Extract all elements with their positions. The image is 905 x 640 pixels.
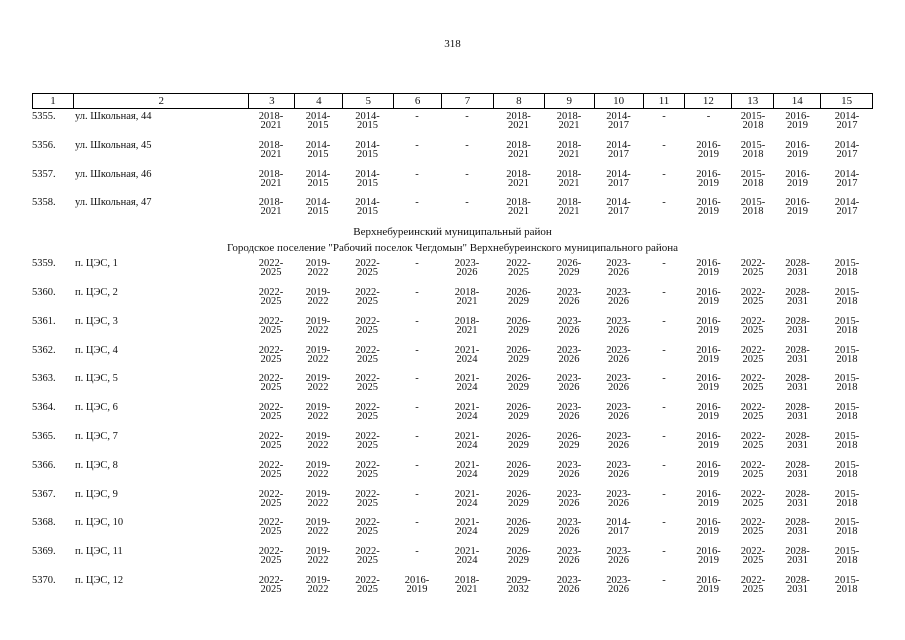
header-cell: 13 [731,94,773,108]
cell-period: 2022- 2025 [258,517,284,538]
header-cell: 5 [342,94,393,108]
cell-dash: - [662,517,666,529]
cell-period: 2016- 2019 [785,197,810,218]
row-address: п. ЦЭС, 9 [75,488,118,500]
cell-period: 2015- 2018 [834,574,860,595]
settlement-title: Городское поселение "Рабочий поселок Чегдомын" Верхнебуреинского муниципального района [226,242,679,255]
table-row [32,167,873,196]
cell-dash: - [465,111,469,122]
cell-period: 2023- 2026 [606,546,631,567]
cell-period: 2019- 2022 [305,373,331,394]
cell-period: 2018- 2021 [506,168,531,189]
cell-dash: - [415,517,419,529]
cell-period: 2028- 2031 [785,459,810,480]
cell-period: 2022- 2025 [258,459,284,480]
cell-period: 2022- 2025 [355,402,380,423]
cell-period: 2026- 2029 [506,286,531,307]
cell-period: 2014- 2015 [305,139,331,160]
cell-dash: - [415,139,419,151]
cell-period: 2016- 2019 [696,546,721,567]
cell-dash: - [662,344,666,356]
cell-period: 2016- 2019 [696,488,721,509]
cell-dash: - [415,111,419,122]
header-cell: 1 [50,95,56,107]
cell-period: 2018- 2021 [258,168,284,189]
cell-period: 2014- 2015 [305,168,331,189]
cell-period: 2026- 2029 [506,517,531,538]
cell-period: 2015- 2018 [834,315,860,336]
cell-period: 2019- 2022 [305,286,331,307]
cell-period: 2016- 2019 [696,574,721,595]
table-row [32,515,873,544]
cell-dash: - [662,402,666,414]
cell-period: 2022- 2025 [355,546,380,567]
table-row [32,256,873,285]
cell-period: 2022- 2025 [740,373,766,394]
cell-period: 2022- 2025 [355,430,380,451]
cell-period: 2026- 2029 [556,258,582,279]
table-row [32,544,873,573]
cell-period: 2018- 2021 [556,111,582,131]
cell-period: 2016- 2019 [696,517,721,538]
cell-dash: - [415,373,419,385]
row-address: ул. Школьная, 46 [75,168,152,180]
cell-period: 2018- 2021 [454,286,480,307]
row-address: п. ЦЭС, 1 [75,258,118,270]
cell-period: 2016- 2019 [696,459,721,480]
cell-period: 2015- 2018 [834,459,860,480]
cell-period: 2028- 2031 [785,258,810,279]
table-body-group-1 [32,109,873,224]
cell-dash: - [662,286,666,298]
cell-period: 2014- 2017 [606,168,631,189]
cell-period: 2018- 2021 [506,139,531,160]
header-cell: 10 [594,94,643,108]
cell-period: 2026- 2029 [506,430,531,451]
cell-dash: - [662,459,666,471]
table-row [32,371,873,400]
cell-period: 2022- 2025 [740,459,766,480]
cell-period: 2019- 2022 [305,517,331,538]
cell-period: 2022- 2025 [355,344,380,365]
cell-period: 2018- 2021 [506,197,531,218]
cell-period: 2016- 2019 [696,402,721,423]
cell-period: 2014- 2015 [305,197,331,218]
cell-period: 2028- 2031 [785,373,810,394]
table-row [32,400,873,429]
header-cell: 4 [294,94,342,108]
cell-period: 2018- 2021 [454,315,480,336]
cell-period: 2022- 2025 [258,488,284,509]
row-number: 5356. [32,139,56,151]
row-address: п. ЦЭС, 2 [75,286,118,298]
cell-period: 2018- 2021 [258,111,284,131]
cell-dash: - [415,402,419,414]
cell-period: 2019- 2022 [305,430,331,451]
row-number: 5367. [32,488,56,500]
cell-period: 2019- 2022 [305,546,331,567]
header-cell: 2 [73,94,249,108]
row-number: 5370. [32,574,56,586]
table-body-group-2 [32,256,873,602]
cell-period: 2018- 2021 [556,139,582,160]
table-row [32,195,873,224]
table-row [32,285,873,314]
cell-period: 2014- 2017 [834,197,860,218]
cell-period: 2022- 2025 [740,286,766,307]
cell-period: 2023- 2026 [556,517,582,538]
cell-period: 2018- 2021 [506,111,531,131]
cell-period: 2023- 2026 [556,286,582,307]
cell-period: 2019- 2022 [305,315,331,336]
cell-period: 2015- 2018 [834,517,860,538]
header-cell: 12 [684,94,731,108]
cell-period: 2028- 2031 [785,315,810,336]
cell-period: 2026- 2029 [506,402,531,423]
cell-period: 2029- 2032 [506,574,531,595]
cell-period: 2026- 2029 [506,459,531,480]
row-number: 5364. [32,402,56,414]
cell-period: 2014- 2017 [606,197,631,218]
table-row [32,573,873,602]
cell-period: 2023- 2026 [606,344,631,365]
header-cell: 8 [493,94,544,108]
cell-period: 2026- 2029 [556,430,582,451]
cell-period: 2023- 2026 [556,546,582,567]
cell-period: 2028- 2031 [785,517,810,538]
cell-period: 2026- 2029 [506,546,531,567]
cell-period: 2014- 2017 [834,168,860,189]
cell-dash: - [415,197,419,209]
cell-period: 2022- 2025 [740,574,766,595]
cell-period: 2022- 2025 [355,315,380,336]
header-cell: 14 [773,94,820,108]
cell-dash: - [662,111,666,122]
table-row [32,343,873,372]
cell-period: 2016- 2019 [696,344,721,365]
cell-period: 2016- 2019 [696,430,721,451]
row-number: 5366. [32,459,56,471]
cell-period: 2022- 2025 [740,430,766,451]
row-address: п. ЦЭС, 12 [75,574,124,586]
cell-dash: - [662,488,666,500]
cell-period: 2019- 2022 [305,488,331,509]
cell-dash: - [662,315,666,327]
cell-period: 2014- 2017 [606,139,631,160]
cell-period: 2021- 2024 [454,402,480,423]
cell-period: 2021- 2024 [454,517,480,538]
cell-period: 2018- 2021 [556,197,582,218]
cell-period: 2023- 2026 [606,574,631,595]
cell-period: 2022- 2025 [355,459,380,480]
page-number: 318 [444,38,461,50]
cell-period: 2016- 2019 [785,168,810,189]
cell-period: 2021- 2024 [454,488,480,509]
row-address: п. ЦЭС, 6 [75,402,118,414]
cell-period: 2023- 2026 [606,286,631,307]
row-address: п. ЦЭС, 11 [75,546,123,558]
header-cell: 11 [643,94,685,108]
cell-period: 2028- 2031 [785,286,810,307]
cell-period: 2019- 2022 [305,402,331,423]
cell-period: 2014- 2015 [355,111,380,131]
cell-period: 2015- 2018 [740,168,766,189]
cell-period: 2015- 2018 [834,373,860,394]
cell-dash: - [662,197,666,209]
cell-dash: - [415,168,419,180]
cell-period: 2022- 2025 [258,574,284,595]
row-address: ул. Школьная, 47 [75,197,152,209]
row-address: п. ЦЭС, 5 [75,373,118,385]
row-address: п. ЦЭС, 10 [75,517,124,529]
cell-period: 2019- 2022 [305,574,331,595]
cell-period: 2015- 2018 [740,197,766,218]
cell-period: 2028- 2031 [785,430,810,451]
cell-dash: - [662,430,666,442]
cell-period: 2018- 2021 [258,139,284,160]
cell-dash: - [415,315,419,327]
cell-dash: - [415,258,419,270]
cell-period: 2022- 2025 [740,517,766,538]
cell-dash: - [706,111,711,122]
cell-period: 2022- 2025 [258,315,284,336]
cell-period: 2016- 2019 [696,168,721,189]
row-number: 5369. [32,546,56,558]
cell-period: 2014- 2017 [606,111,631,131]
cell-period: 2023- 2026 [606,459,631,480]
cell-dash: - [415,430,419,442]
cell-period: 2023- 2026 [606,402,631,423]
cell-period: 2022- 2025 [258,286,284,307]
cell-period: 2022- 2025 [258,430,284,451]
table-row [32,138,873,167]
cell-period: 2019- 2022 [305,459,331,480]
row-number: 5361. [32,315,56,327]
cell-period: 2022- 2025 [355,373,380,394]
table-row [32,314,873,343]
header-cell: 7 [441,94,493,108]
cell-period: 2021- 2024 [454,459,480,480]
row-number: 5357. [32,168,56,180]
cell-period: 2021- 2024 [454,373,480,394]
table-row [32,458,873,487]
cell-period: 2018- 2021 [258,197,284,218]
cell-dash: - [415,459,419,471]
cell-period: 2018- 2021 [556,168,582,189]
cell-period: 2022- 2025 [740,488,766,509]
row-number: 5360. [32,286,56,298]
cell-period: 2023- 2026 [556,315,582,336]
cell-period: 2022- 2025 [355,258,380,279]
cell-period: 2021- 2024 [454,430,480,451]
repair-schedule-table [32,93,873,602]
row-address: ул. Школьная, 44 [75,111,152,122]
cell-period: 2015- 2018 [740,111,766,131]
cell-period: 2022- 2025 [258,402,284,423]
cell-period: 2016- 2019 [696,286,721,307]
cell-period: 2022- 2025 [258,344,284,365]
cell-period: 2015- 2018 [834,344,860,365]
cell-dash: - [465,197,469,209]
cell-period: 2022- 2025 [506,258,531,279]
cell-period: 2014- 2017 [834,139,860,160]
cell-period: 2023- 2026 [556,344,582,365]
row-number: 5368. [32,517,56,529]
cell-period: 2014- 2015 [355,139,380,160]
cell-period: 2015- 2018 [834,286,860,307]
cell-period: 2015- 2018 [834,488,860,509]
cell-period: 2014- 2017 [606,517,631,538]
cell-period: 2022- 2025 [740,315,766,336]
cell-period: 2016- 2019 [696,315,721,336]
cell-dash: - [415,344,419,356]
row-address: ул. Школьная, 45 [75,139,152,151]
table-row [32,109,873,138]
cell-period: 2016- 2019 [785,111,810,131]
row-number: 5358. [32,197,56,209]
cell-period: 2021- 2024 [454,344,480,365]
cell-period: 2023- 2026 [556,488,582,509]
cell-period: 2016- 2019 [785,139,810,160]
cell-period: 2022- 2025 [258,546,284,567]
cell-period: 2023- 2026 [606,488,631,509]
cell-period: 2022- 2025 [740,402,766,423]
cell-period: 2028- 2031 [785,546,810,567]
cell-dash: - [662,258,666,270]
cell-period: 2023- 2026 [606,430,631,451]
header-cell: 15 [820,94,872,108]
cell-period: 2026- 2029 [506,315,531,336]
table-row [32,487,873,516]
header-cell: 9 [544,94,594,108]
cell-period: 2022- 2025 [355,286,380,307]
cell-dash: - [662,373,666,385]
row-number: 5363. [32,373,56,385]
row-address: п. ЦЭС, 3 [75,315,118,327]
cell-period: 2019- 2022 [305,344,331,365]
cell-period: 2019- 2022 [305,258,331,279]
cell-period: 2023- 2026 [556,402,582,423]
cell-period: 2014- 2015 [355,197,380,218]
header-cell: 3 [248,94,294,108]
cell-dash: - [662,546,666,558]
cell-period: 2023- 2026 [556,574,582,595]
cell-period: 2022- 2025 [355,574,380,595]
cell-period: 2018- 2021 [454,574,480,595]
cell-period: 2016- 2019 [696,197,721,218]
cell-period: 2028- 2031 [785,488,810,509]
header-cell: 6 [393,94,441,108]
cell-period: 2015- 2018 [834,546,860,567]
cell-period: 2022- 2025 [258,373,284,394]
cell-period: 2028- 2031 [785,574,810,595]
cell-period: 2022- 2025 [740,344,766,365]
cell-period: 2014- 2015 [355,168,380,189]
row-number: 5355. [32,111,56,122]
cell-dash: - [415,488,419,500]
cell-period: 2023- 2026 [606,315,631,336]
cell-period: 2023- 2026 [556,373,582,394]
cell-period: 2015- 2018 [834,430,860,451]
district-title: Верхнебуреинский муниципальный район [353,226,552,239]
row-number: 5365. [32,430,56,442]
cell-period: 2028- 2031 [785,402,810,423]
table-row [32,429,873,458]
cell-period: 2016- 2019 [696,139,721,160]
cell-period: 2023- 2026 [606,258,631,279]
cell-period: 2026- 2029 [506,373,531,394]
cell-dash: - [465,168,469,180]
cell-period: 2016- 2019 [696,373,721,394]
row-number: 5362. [32,344,56,356]
cell-period: 2014- 2015 [305,111,331,131]
cell-period: 2016- 2019 [696,258,721,279]
cell-period: 2015- 2018 [834,402,860,423]
cell-period: 2022- 2025 [740,546,766,567]
cell-dash: - [465,139,469,151]
cell-period: 2015- 2018 [740,139,766,160]
row-address: п. ЦЭС, 8 [75,459,118,471]
cell-dash: - [662,139,666,151]
cell-period: 2026- 2029 [506,488,531,509]
cell-period: 2026- 2029 [506,344,531,365]
cell-period: 2022- 2025 [355,488,380,509]
cell-period: 2023- 2026 [556,459,582,480]
cell-period: 2022- 2025 [740,258,766,279]
table-header-row [32,93,873,109]
cell-period: 2022- 2025 [258,258,284,279]
cell-period: 2022- 2025 [355,517,380,538]
cell-dash: - [415,546,419,558]
cell-dash: - [415,286,419,298]
cell-period: 2028- 2031 [785,344,810,365]
cell-period: 2021- 2024 [454,546,480,567]
cell-period: 2015- 2018 [834,258,860,279]
cell-period: 2016- 2019 [404,574,430,595]
row-number: 5359. [32,258,56,270]
cell-dash: - [662,168,666,180]
cell-period: 2023- 2026 [454,258,480,279]
cell-dash: - [662,574,666,586]
cell-period: 2023- 2026 [606,373,631,394]
cell-period: 2014- 2017 [834,111,860,131]
row-address: п. ЦЭС, 4 [75,344,118,356]
row-address: п. ЦЭС, 7 [75,430,118,442]
